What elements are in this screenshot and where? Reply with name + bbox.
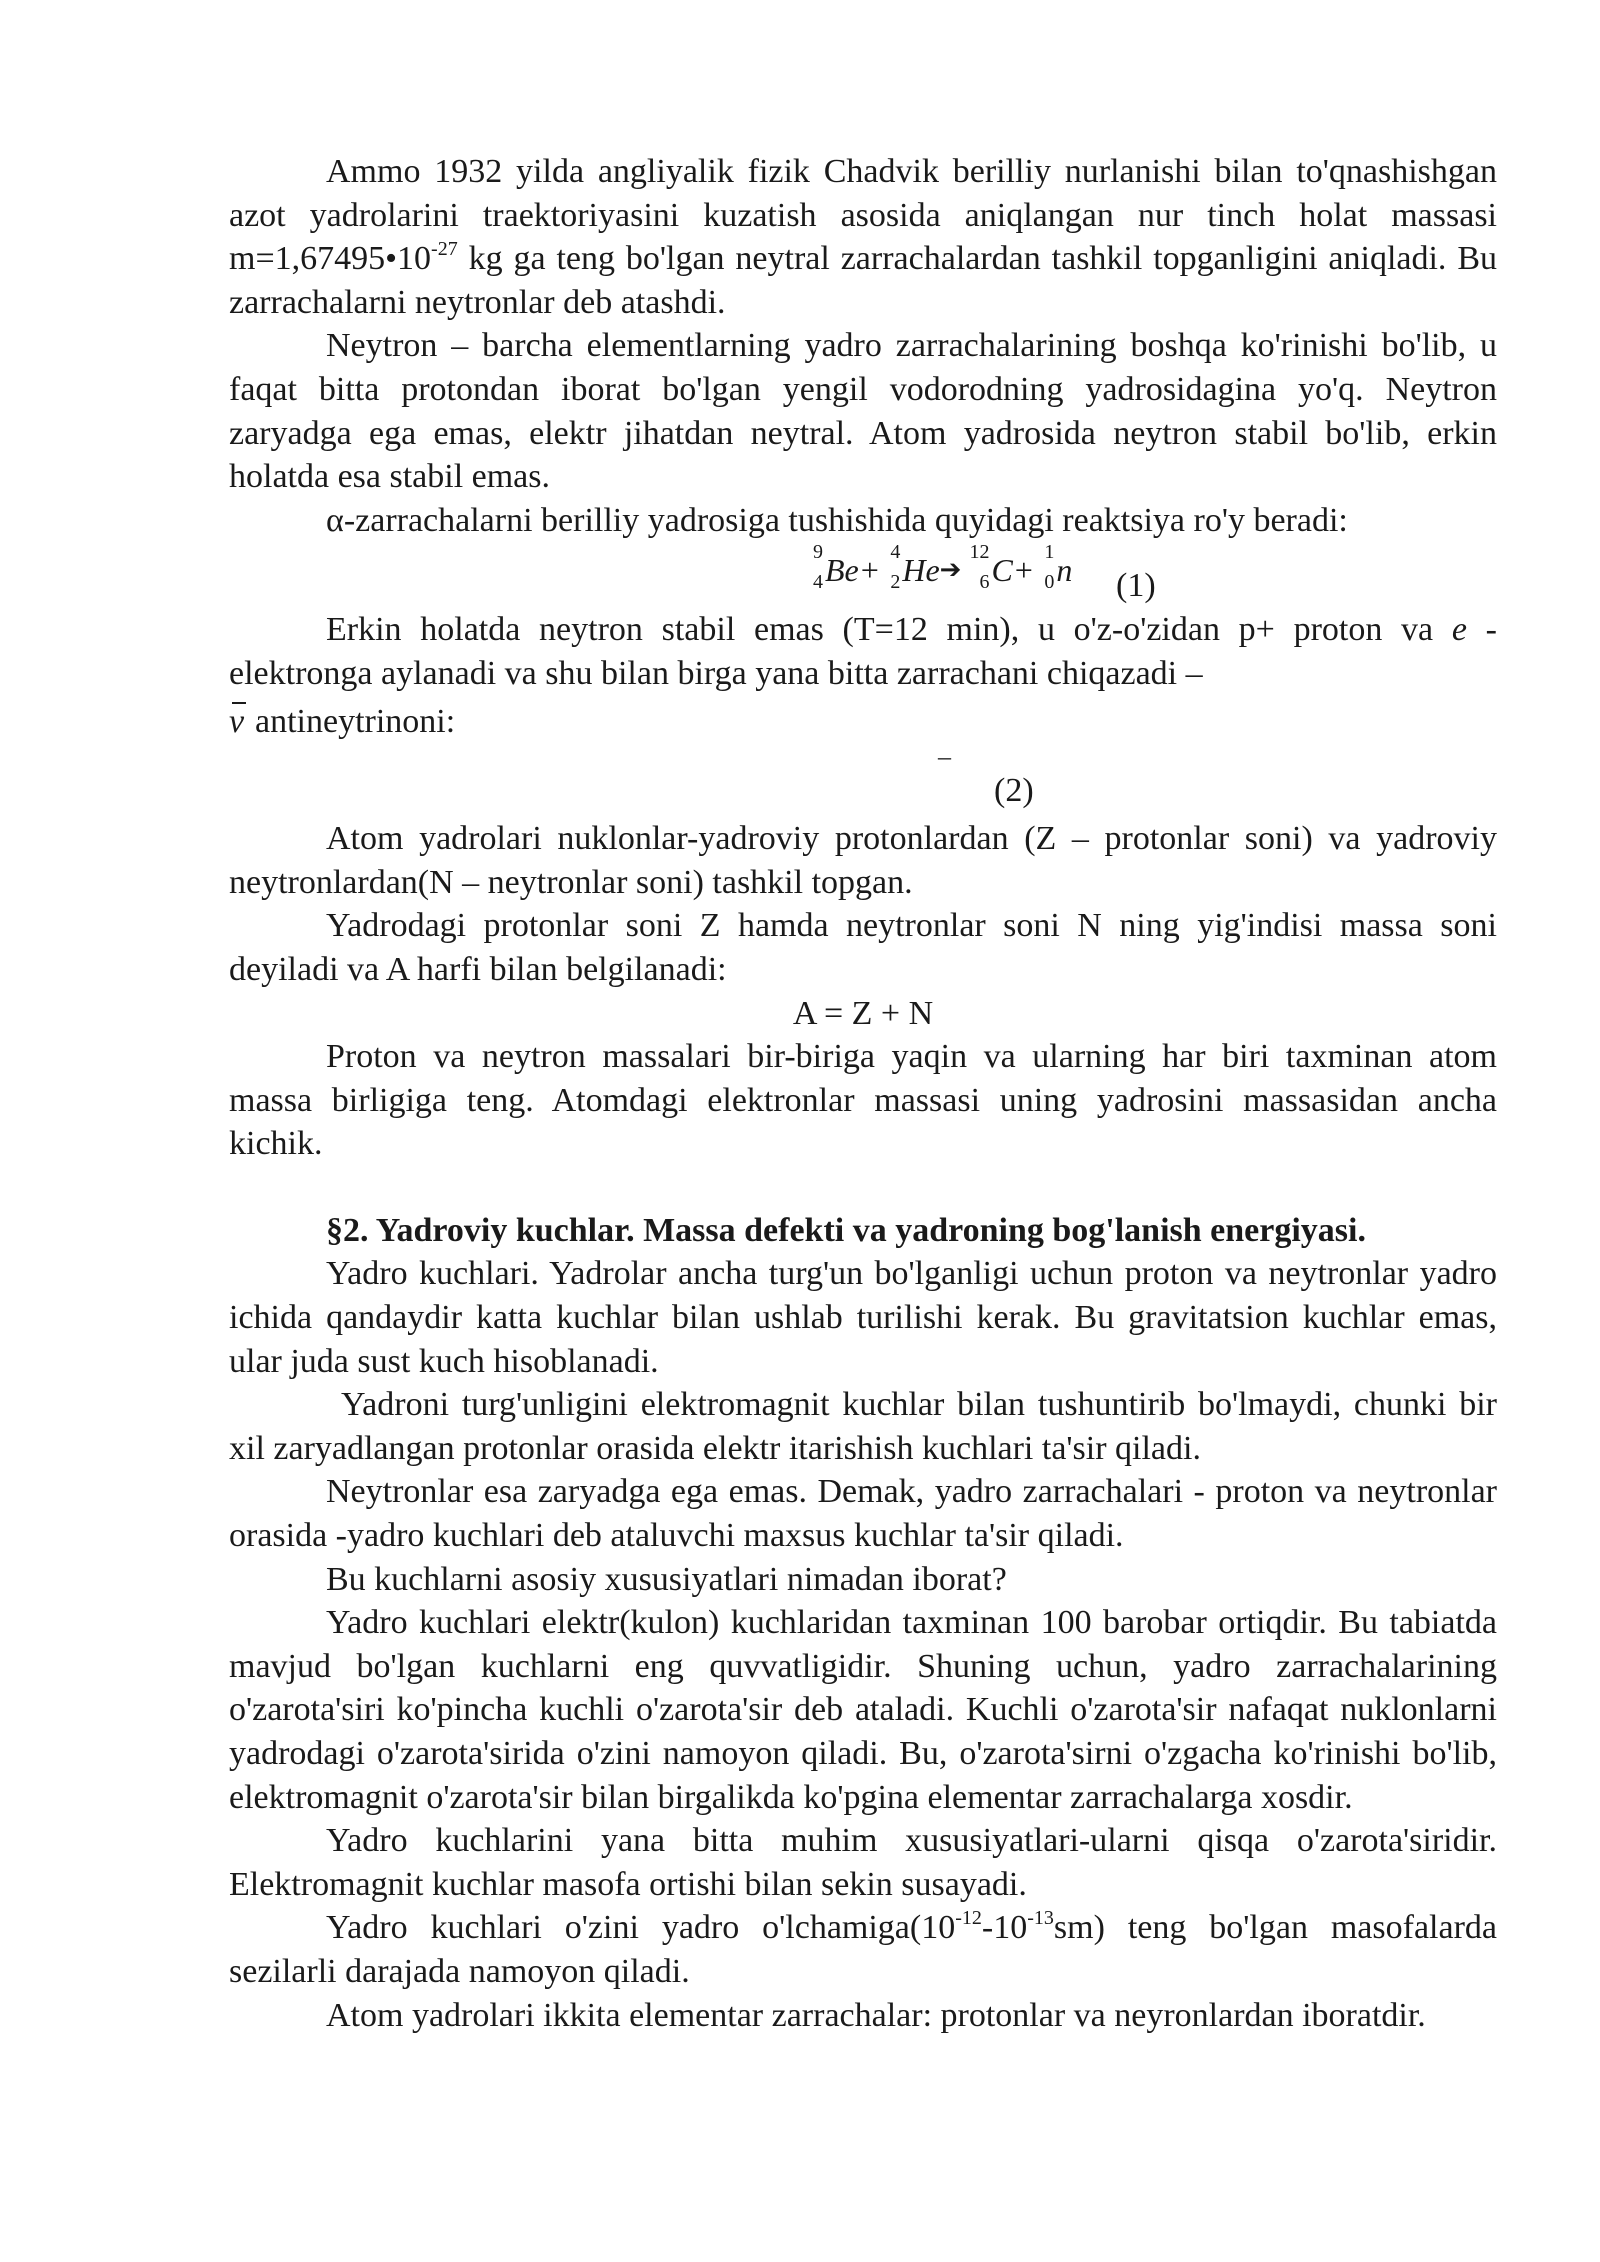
paragraph-antineutrino [229,700,1497,744]
paragraph-range-size [229,1906,1497,1993]
mass-number: 9 [813,541,823,564]
paragraph-short-range: Yadro kuchlarini yana bitta muhim xususiyatlari-ularni qisqa o'zarota'siridir. Elektromagnit kuchlar masofa ortishi bilan sekin susayadi. [229,1822,1497,1903]
mass-number: 1 [1044,541,1055,564]
reaction-formula-1 [229,542,1497,608]
paragraph-neutron-decay [229,608,1497,695]
atomic-number: 0 [1044,571,1055,594]
document-page [229,150,1497,2037]
paragraph-stability: Yadroni turg'unligini elektromagnit kuchlar bilan tushuntirib bo'lmaydi, chunki bir xil zaryadlangan protonlar orasida elektr itarishish kuchlari ta'sir qiladi. [229,1386,1497,1467]
isotope-indices [880,542,902,602]
isotope-indices [1034,542,1056,602]
paragraph-text: - elektronga aylanadi va shu bilan birga yana bitta zarrachani chiqazadi – [229,611,1497,692]
element-symbol: He [902,552,940,589]
paragraph-alpha-reaction: α-zarrachalarni berilliy yadrosiga tushishida quyidagi reaktsiya ro'y beradi: [326,501,1348,539]
paragraph-strong-interaction: Yadro kuchlari elektr(kulon) kuchlaridan taxminan 100 barobar ortiqdir. Bu tabiatda mavjud bo'lgan kuchlarni eng quvvatligidir. Shuning uchun, yadro zarrachalarining o'zarota'siri ko'pincha kuchli o'zarota'sir deb ataladi. Kuchli o'zarota'sir nafaqat nuklonlarni yadrodagi o'zarota'sirida o'zini namoyon qiladi. Bu, o'zarota'sirni o'zgacha ko'rinishi bo'lib, elektromagnit o'zarota'sir bilan birgalikda ko'pgina elementar zarrachalarga xosdir. [229,1604,1497,1816]
exponent: -13 [1027,1907,1054,1930]
paragraph-text: Ammo 1932 yilda angliyalik fizik Chadvik berilliy nurlanishi bilan to'qnashishgan azot yadrolarini traektoriyasini kuzatish asosida aniqlangan nur tinch holat massasi m=1,67495•10 [229,153,1497,278]
paragraph-text: antineytrinoni: [255,702,456,740]
antineutrino-symbol: ν [229,700,255,744]
paragraph-text: -10 [981,1909,1028,1947]
paragraph-nuclear-forces: Yadro kuchlari. Yadrolar ancha turg'un bo'lganligi uchun proton va neytronlar yadro ichida qandaydir katta kuchlar bilan ushlab turilishi kerak. Bu gravitatsion kuchlar emas, ular juda sust kuch hisoblanadi. [229,1255,1497,1380]
equation-number: (2) [994,772,1034,810]
isotope-indices [961,542,991,602]
paragraph-masses: Proton va neytron massalari bir-biriga yaqin va ularning har biri taxminan atom massa birligiga teng. Atomdagi elektronlar massasi uning yadrosini massasidan ancha kichik. [229,1038,1497,1163]
paragraph-neutrons-charge: Neytronlar esa zaryadga ega emas. Demak, yadro zarrachalari - proton va neytronlar orasida -yadro kuchlari deb ataluvchi maxsus kuchlar ta'sir qiladi. [229,1473,1497,1555]
paragraph-nucleons: Atom yadrolari nuklonlar-yadroviy protonlardan (Z – protonlar soni) va yadroviy neytronlardan(N – neytronlar soni) tashkil topgan. [229,820,1497,901]
section-heading: §2. Yadroviy kuchlar. Massa defekti va yadroning bog'lanish energiyasi. [326,1211,1366,1249]
reaction-formula-2 [229,742,1497,817]
element-symbol: n [1056,552,1073,589]
formula-fragment: – [938,742,951,772]
paragraph-text: Erkin holatda neytron stabil emas (T=12 min), u o'z-o'zidan p+ proton va [326,611,1452,649]
element-symbol: C+ [991,552,1035,589]
formula-mass-number: A = Z + N [792,994,934,1032]
paragraph-text: kg ga teng bo'lgan neytral zarrachalardan tashkil topganligini aniqladi. Bu zarrachalarni neytronlar deb atashdi. [229,240,1497,321]
atomic-number: 2 [890,571,901,594]
mass-number: 4 [890,541,901,564]
paragraph-composition: Atom yadrolari ikkita elementar zarrachalar: protonlar va neyronlardan iboratdir. [326,1996,1426,2034]
equation-number: (1) [1116,567,1156,605]
electron-symbol: e [1451,611,1467,649]
exponent: -27 [431,238,458,261]
element-symbol: Be+ [825,552,881,589]
atomic-number: 6 [979,571,990,594]
paragraph-text: Yadro kuchlari o'zini yadro o'lchamiga(10 [326,1909,956,1947]
paragraph-neutron: Neytron – barcha elementlarning yadro zarrachalarining boshqa ko'rinishi bo'lib, u faqat bitta protondan iborat bo'lgan yengil vodorodning yadrosidagina yo'q. Neytron zaryadga ega emas, elektr jihatdan neytral. Atom yadrosida neytron stabil bo'lib, erkin holatda esa stabil emas. [229,327,1497,496]
exponent: -12 [955,1907,982,1930]
atomic-number: 4 [813,571,823,594]
isotope-indices [803,542,825,602]
paragraph-chadwick [229,150,1497,324]
paragraph-text: sm) teng bo'lgan masofalarda sezilarli darajada namoyon qiladi. [229,1909,1497,1990]
paragraph-mass-number: Yadrodagi protonlar soni Z hamda neytronlar soni N ning yig'indisi massa soni deyiladi va A harfi bilan belgilanadi: [229,907,1497,988]
arrow-icon: ➔ [939,555,962,585]
reaction-equation [803,542,1072,602]
paragraph-question: Bu kuchlarni asosiy xususiyatlari nimadan iborat? [326,1560,1007,1598]
mass-number: 12 [969,541,990,564]
